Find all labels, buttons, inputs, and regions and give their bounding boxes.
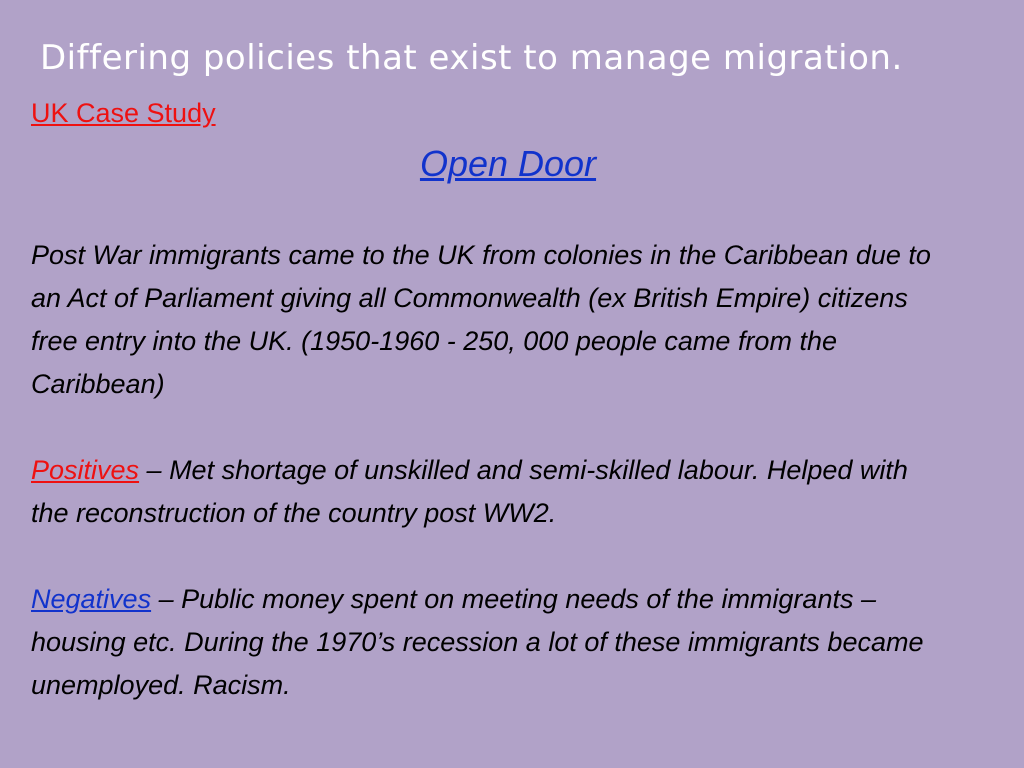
spacer bbox=[31, 535, 931, 578]
spacer bbox=[31, 406, 931, 449]
negatives-paragraph bbox=[31, 578, 931, 707]
negatives-text: – Public money spent on meeting needs of the immigrants – housing etc. During the 1970’s recession a lot of these immigrants became unemployed. Racism. bbox=[31, 584, 924, 700]
positives-label: Positives bbox=[31, 455, 140, 485]
intro-paragraph: Post War immigrants came to the UK from colonies in the Caribbean due to an Act of Parliament giving all Commonwealth (ex British Empire) citizens free entry into the UK. (1950-1960 - 250, 000 people came from the Caribbean) bbox=[31, 240, 931, 399]
negatives-label: Negatives bbox=[31, 584, 152, 614]
slide-title: Differing policies that exist to manage migration. bbox=[40, 38, 903, 78]
positives-paragraph bbox=[31, 449, 931, 535]
positives-text: – Met shortage of unskilled and semi-skilled labour. Helped with the reconstruction of the country post WW2. bbox=[31, 455, 908, 528]
case-study-label: UK Case Study bbox=[31, 98, 216, 128]
slide-body bbox=[31, 234, 931, 707]
section-heading: Open Door bbox=[419, 143, 597, 184]
